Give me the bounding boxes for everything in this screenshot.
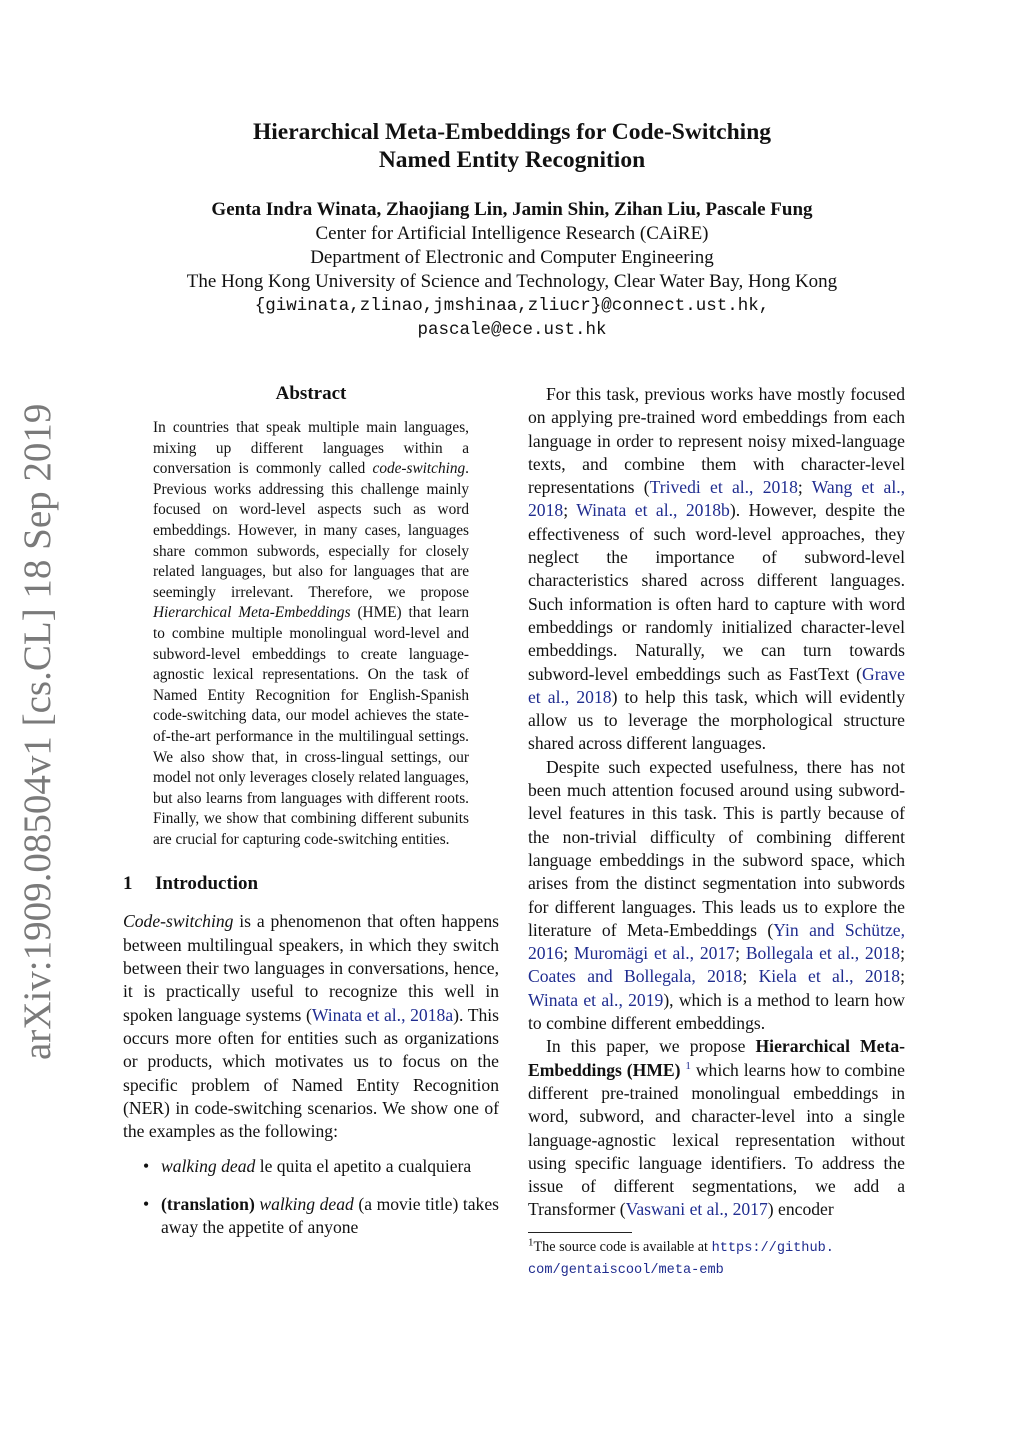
intro-text: In this paper, we propose: [546, 1036, 756, 1057]
intro-text: which learns how to combine different pre-trained monolingual embeddings in word, subword, and character-level into a single language-agnostic lexical representation without using specific language identifiers. To address the issue of different segmentations, we add a Transformer (: [528, 1059, 905, 1220]
example-label: (translation): [161, 1193, 255, 1214]
bullet-icon: •: [143, 1156, 150, 1177]
example-term: walking dead: [161, 1156, 256, 1177]
footnote-number: 1: [528, 1235, 534, 1248]
citation-link[interactable]: Grave et al., 2018: [528, 663, 905, 707]
example-list: [123, 1155, 499, 1239]
intro-text: For this task, previous works have mostly focused on applying pre-trained word embeddings from each language in order to represent noisy mixed-language texts, and combine them with character-level representations (: [528, 384, 905, 498]
abstract-text: [153, 418, 469, 850]
intro-paragraph-1: [123, 910, 499, 1143]
intro-paragraph-4: [528, 1035, 905, 1221]
citation-separator: ;: [797, 477, 812, 498]
author-emails-2: pascale@ece.ust.hk: [417, 320, 607, 340]
intro-text: is a phenomenon that often happens between multilingual speakers, in which they switch between their two languages in conversations, hence, it is practically useful to recognize this well in spoken language systems (: [123, 911, 499, 1025]
example-item-translation: [123, 1193, 499, 1240]
citation-separator: ;: [900, 943, 905, 964]
example-text: (a movie title) takes away the appetite of anyone: [161, 1193, 499, 1238]
intro-text: ), which is a method to learn how to combine different embeddings.: [528, 989, 905, 1034]
citation-link[interactable]: Coates and Bollegala, 2018: [528, 966, 743, 987]
affiliation-1: Center for Artificial Intelligence Research (CAiRE): [315, 223, 709, 244]
citation-link[interactable]: Yin and Schütze, 2016: [528, 919, 905, 964]
citation-separator: ;: [900, 966, 905, 987]
intro-text: ). However, despite the effectiveness of such word-level approaches, they neglect the importance of subword-level characteristics shared across different languages. Such information is often hard to capture with word embeddings or randomly initialized character-level embeddings. Naturally, we can turn towards subword-level embeddings such as FastText (: [528, 500, 905, 684]
abstract-part-1: In countries that speak multiple main languages, mixing up different languages within a conversation is commonly called: [153, 419, 469, 478]
abstract-term-code-switching: code-switching: [372, 460, 466, 478]
intro-text: ) to help this task, which will evidently allow us to leverage the morphological structure shared across different languages.: [528, 686, 905, 754]
intro-text: ). This occurs more often for entities such as organizations or products, which motivates us to focus on the specific problem of Named Entity Recognition (NER) in code-switching scenarios. We show one of the examples as the following:: [123, 1004, 499, 1142]
abstract-term-hme: Hierarchical Meta-Embeddings: [153, 604, 351, 622]
citation-link[interactable]: Winata et al., 2018b: [576, 500, 730, 521]
footnote-marker-link[interactable]: 1: [685, 1059, 691, 1072]
footnote-text: The source code is available at: [533, 1238, 712, 1255]
citation-link[interactable]: Kiela et al., 2018: [758, 966, 901, 987]
author-emails-1: {giwinata,zlinao,jmshinaa,zliucr}@connect.ust.hk,: [254, 296, 770, 316]
left-column: [123, 382, 499, 1253]
abstract-heading: Abstract: [275, 383, 347, 404]
example-term: walking dead: [259, 1193, 354, 1214]
citation-link[interactable]: Vaswani et al., 2017: [625, 1199, 768, 1220]
paper-title: [0, 118, 1024, 174]
right-column: [528, 383, 905, 1281]
citation-link[interactable]: Winata et al., 2018a: [311, 1004, 454, 1025]
intro-text: Despite such expected usefulness, there has not been much attention focused around using subword-level features in this task. This is partly because of the non-trivial difficulty of combining different language embeddings in the subword space, which arises from the distinct segmentation into subwords for different languages. This leads us to explore the literature of Meta-Embeddings (: [528, 756, 905, 940]
title-line-2: Named Entity Recognition: [378, 147, 646, 173]
bullet-icon: •: [143, 1193, 150, 1214]
citation-link[interactable]: Winata et al., 2019: [528, 989, 664, 1010]
section-heading-introduction: [123, 872, 499, 896]
example-text: le quita el apetito a cualquiera: [255, 1156, 472, 1177]
intro-text: ) encoder: [767, 1199, 834, 1220]
author-block: [0, 198, 1024, 342]
source-code-link[interactable]: https://github.: [711, 1240, 834, 1256]
intro-paragraph-2: [528, 383, 905, 756]
citation-link[interactable]: Muromägi et al., 2017: [573, 943, 736, 964]
intro-paragraph-3: [528, 756, 905, 1036]
affiliation-3: The Hong Kong University of Science and Technology, Clear Water Bay, Hong Kong: [186, 271, 838, 292]
title-line-1: Hierarchical Meta-Embeddings for Code-Switching: [252, 119, 772, 145]
arxiv-identifier: arXiv:1909.08504v1 [cs.CL] 18 Sep 2019: [16, 403, 59, 1060]
footnote-divider: [528, 1232, 632, 1233]
affiliation-2: Department of Electronic and Computer Engineering: [310, 247, 714, 268]
section-number: 1: [123, 873, 133, 895]
example-item-spanish: [123, 1155, 499, 1178]
citation-separator: ;: [735, 943, 746, 964]
footnote: [528, 1237, 905, 1281]
abstract-part-2: . Previous works addressing this challenge mainly focused on word-level aspects such as word embeddings. However, in many cases, languages share common subwords, especially for closely related languages, but also for languages that are seemingly irrelevant. Therefore, we propose: [153, 460, 469, 601]
source-code-link-continued[interactable]: com/gentaiscool/meta-emb: [528, 1262, 724, 1278]
section-title: Introduction: [155, 873, 259, 895]
citation-link[interactable]: Bollegala et al., 2018: [745, 943, 901, 964]
model-name: Hierarchical Meta-Embeddings (HME): [528, 1036, 905, 1080]
author-names: Genta Indra Winata, Zhaojiang Lin, Jamin Shin, Zihan Liu, Pascale Fung: [211, 199, 813, 220]
citation-link[interactable]: Trivedi et al., 2018: [649, 477, 798, 498]
citation-separator: ;: [742, 966, 759, 987]
citation-separator: ;: [563, 500, 577, 521]
abstract-part-3: (HME) that learn to combine multiple monolingual word-level and subword-level embeddings to create language-agnostic lexical representations. On the task of Named Entity Recognition for English-Spanish code-switching data, our model achieves the state-of-the-art performance in the multilingual settings. We also show that, in cross-lingual settings, our model not only leverages closely related languages, but also learns from languages with different roots. Finally, we show that combining different subunits are crucial for capturing code-switching entities.: [153, 604, 469, 848]
intro-term: Code-switching: [123, 911, 234, 932]
citation-link[interactable]: Wang et al., 2018: [528, 477, 905, 521]
citation-separator: ;: [563, 943, 574, 964]
